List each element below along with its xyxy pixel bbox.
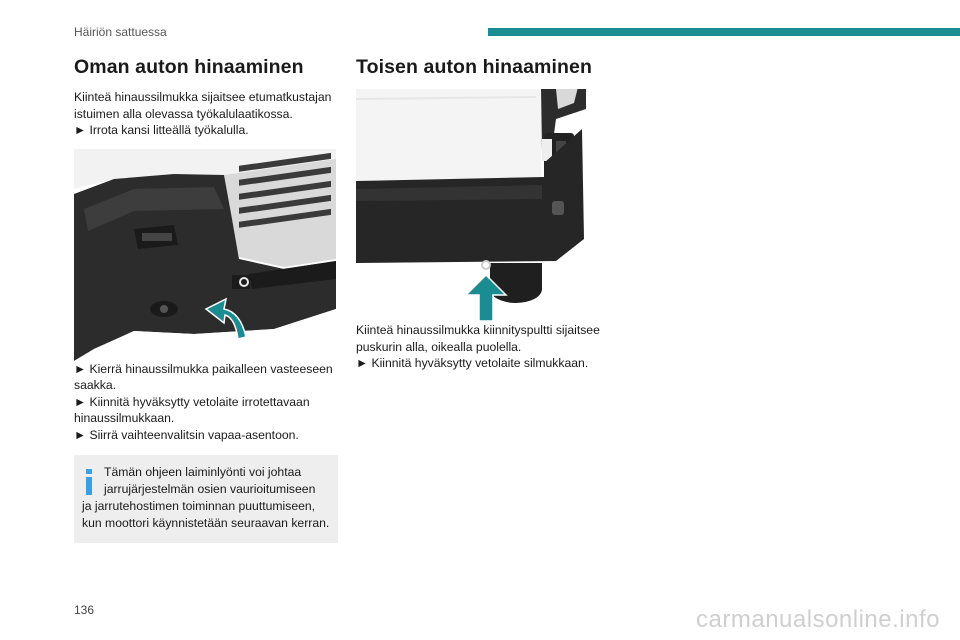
note-line: jarrujärjestelmän osien vaurioitumiseen <box>104 482 316 496</box>
note-line: Tämän ohjeen laiminlyönti voi johtaa <box>104 465 302 479</box>
page-number: 136 <box>74 603 95 617</box>
middle-column <box>356 56 616 372</box>
rear-bumper-illustration <box>356 89 586 322</box>
front-bumper-illustration <box>74 149 336 361</box>
info-icon <box>84 469 94 495</box>
left-step-line: saakka. <box>74 378 117 392</box>
left-column <box>74 56 338 543</box>
middle-title: Toisen auton hinaaminen <box>356 56 592 78</box>
watermark: carmanualsonline.info <box>696 606 940 633</box>
left-intro-line: istuimen alla olevassa työkalulaatikossa. <box>74 106 293 121</box>
left-step-line: ► Kiinnitä hyväksytty vetolaite irrotettavaan <box>74 394 310 409</box>
left-title: Oman auton hinaaminen <box>74 56 304 78</box>
left-step-line: ► Siirrä vaihteenvalitsin vapaa-asentoon. <box>74 427 299 442</box>
header-section-title: Häiriön sattuessa <box>74 25 167 39</box>
left-intro-line: Kiinteä hinaussilmukka sijaitsee etumatkustajan <box>74 90 332 104</box>
note-line: kun moottori käynnistetään seuraavan kerran. <box>82 516 330 530</box>
middle-text <box>356 322 616 372</box>
warning-note <box>74 455 338 543</box>
note-line: ja jarrutehostimen toiminnan puuttumiseen, <box>82 499 316 513</box>
middle-line: ► Kiinnitä hyväksytty vetolaite silmukkaan. <box>356 356 589 370</box>
front-bumper-figure <box>74 149 336 361</box>
left-step-line: ► Kierrä hinaussilmukka paikalleen vasteeseen <box>74 361 333 376</box>
middle-line: puskurin alla, oikealla puolella. <box>356 339 522 354</box>
left-intro-line: ► Irrota kansi litteällä työkalulla. <box>74 123 249 137</box>
middle-line: Kiinteä hinaussilmukka kiinnityspultti sijaitsee <box>356 323 600 337</box>
left-step-line: hinaussilmukkaan. <box>74 411 175 425</box>
left-steps <box>74 361 338 444</box>
left-intro <box>74 89 338 139</box>
header-accent-bar <box>488 28 960 36</box>
rear-bumper-figure <box>356 89 586 322</box>
